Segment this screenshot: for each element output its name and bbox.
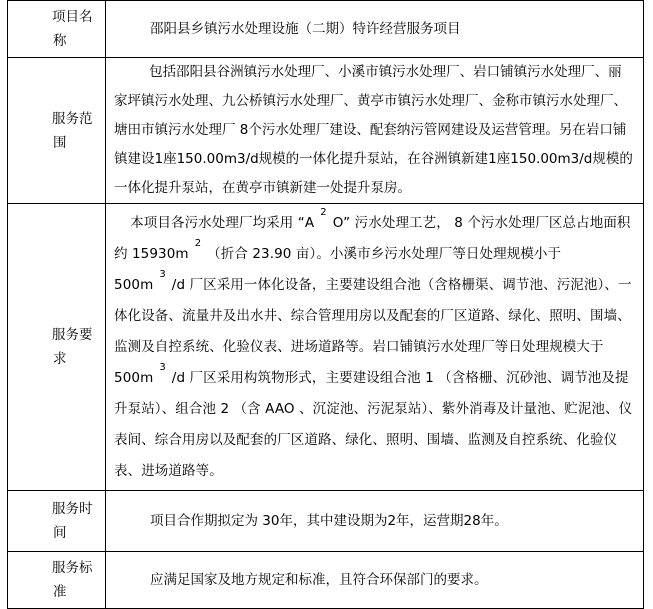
- requirement-part-3: （折合 23.90 亩）。小溪市乡污水处理厂等日处理规模小于 500m: [114, 245, 562, 293]
- requirement-part-5: /d 厂区采用构筑物形式，主要建设组合池 1 （含格栅、沉砂池、调节池及提升泵站）、组合池 2 （含 AAO 、沉淀池、污泥泵站）、紫外消毒及计量池、贮泥池、仪表间、综合用房以及配套的厂区道路、绿化、照明、围墙、监测及自控系统、化验仪表、进场道路等。: [114, 369, 633, 479]
- label-service-scope-line2: 围: [53, 134, 67, 151]
- value-cell-project-name: [106, 1, 644, 58]
- project-info-table: [7, 0, 644, 609]
- label-cell-service-standard: [8, 552, 106, 609]
- service-standard-text: 应满足国家及地方规定和标准，且符合环保部门的要求。: [150, 572, 488, 588]
- table-row-service-standard: [8, 552, 644, 609]
- requirement-superscript-2: 2: [194, 238, 202, 249]
- service-requirement-text: [114, 208, 635, 487]
- table-row-service-requirement: [8, 204, 644, 491]
- label-service-standard-line2: 准: [53, 584, 67, 600]
- label-service-period-line2: 间: [53, 525, 67, 541]
- label-service-period-line1: 服务时: [52, 501, 93, 517]
- table-row-service-scope: [8, 58, 644, 204]
- label-cell-service-period: [8, 491, 106, 552]
- label-project-name-line2: 称: [53, 33, 67, 49]
- value-cell-service-scope: [106, 58, 644, 204]
- value-cell-service-requirement: [106, 204, 644, 491]
- project-name-text: 邵阳县乡镇污水处理设施（二期）特许经营服务项目: [150, 21, 461, 37]
- label-service-requirement-line2: 求: [53, 351, 67, 367]
- requirement-superscript-3: 3: [159, 269, 166, 280]
- value-cell-service-period: [106, 491, 644, 552]
- label-service-standard-line1: 服务标: [52, 560, 93, 576]
- label-cell-project-name: [8, 1, 106, 58]
- value-cell-service-standard: [106, 552, 644, 609]
- label-cell-service-scope: [8, 58, 106, 204]
- label-project-name-line1: 项目名: [52, 9, 93, 25]
- label-cell-service-requirement: [8, 204, 106, 491]
- requirement-part-1: 本项目各污水处理厂均采用 “A: [130, 214, 315, 231]
- requirement-superscript-1: 2: [320, 207, 327, 218]
- table-row-service-period: [8, 491, 644, 552]
- requirement-part-2: O” 污水处理工艺， 8 个污水处理厂区总占地面积约 15930m: [114, 214, 631, 262]
- label-service-requirement-line1: 服务要: [52, 327, 93, 343]
- table-row-project-name: [8, 1, 644, 58]
- service-period-text: 项目合作期拟定为 30年，其中建设期为2年，运营期28年。: [150, 513, 508, 529]
- label-service-scope-line1: 服务范: [52, 110, 93, 127]
- service-scope-text: 包括邵阳县谷洲镇污水处理厂、小溪市镇污水处理厂、岩口铺镇污水处理厂、丽家坪镇污水处理、九公桥镇污水处理厂、黄亭市镇污水处理厂、金称市镇污水处理厂、塘田市镇污水处理厂 8个污水处理厂建设、配套纳污管网建设及运营管理。另在岩口铺镇建设1座150.00m3/d规模的一体化提升泵站，在谷洲镇新建1座150.00m3/d规模的一体化提升泵站，在黄亭市镇新建一处提升泵房。: [114, 64, 633, 196]
- requirement-part-4: /d 厂区采用一体化设备，主要建设组合池（含格栅渠、调节池、污泥池）、一体化设备、流量井及出水井、综合管理用房以及配套的厂区道路、绿化、照明、围墙、监测及自控系统、化验仪表、进场道路等。岩口铺镇污水处理厂等日处理规模大于 500m: [114, 276, 632, 386]
- requirement-superscript-4: 3: [159, 362, 166, 373]
